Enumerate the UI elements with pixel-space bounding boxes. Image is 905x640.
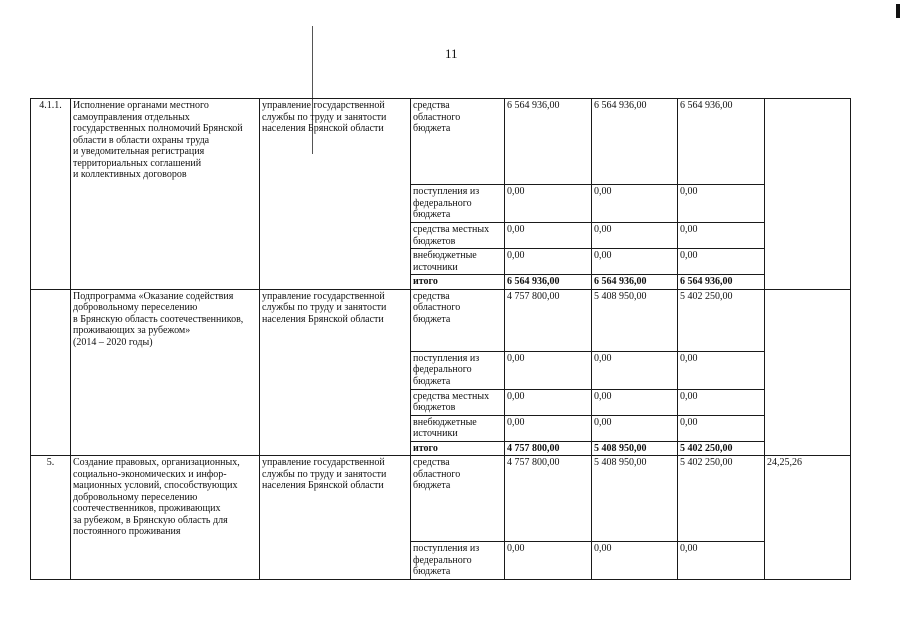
- value-year-1: 0,00: [505, 351, 592, 389]
- item-name: Подпрограмма «Оказание содействия добровольному переселению в Брянскую область соотечественников, проживающих за рубежом» (2014 – 2020 годы): [71, 289, 260, 456]
- item-number: [31, 289, 71, 456]
- item-name: Создание правовых, организационных, социально-экономических и инфор- мационных условий, способствующих добровольному переселению соотечественников, проживающих за рубежом, в Брянскую область для постоянного проживания: [71, 456, 260, 580]
- item-number: 4.1.1.: [31, 99, 71, 290]
- table-row: [31, 289, 851, 351]
- funding-source: средства областного бюджета: [411, 289, 505, 351]
- value-year-1: 4 757 800,00: [505, 289, 592, 351]
- value-year-2: 0,00: [592, 389, 678, 415]
- funding-source: внебюджетные источники: [411, 249, 505, 275]
- value-year-3: 5 402 250,00: [678, 289, 765, 351]
- total-year-3: 6 564 936,00: [678, 275, 765, 290]
- funding-source: средства областного бюджета: [411, 456, 505, 542]
- value-year-2: 0,00: [592, 351, 678, 389]
- item-executor: управление государственной службы по труду и занятости населения Брянской области: [260, 289, 411, 456]
- value-year-3: 0,00: [678, 351, 765, 389]
- budget-table: [30, 98, 851, 580]
- value-year-1: 0,00: [505, 389, 592, 415]
- item-reference: [765, 289, 851, 456]
- value-year-2: 0,00: [592, 185, 678, 223]
- funding-source: поступления из федерального бюджета: [411, 542, 505, 580]
- value-year-1: 0,00: [505, 223, 592, 249]
- value-year-1: 4 757 800,00: [505, 456, 592, 542]
- value-year-1: 0,00: [505, 185, 592, 223]
- value-year-2: 0,00: [592, 249, 678, 275]
- item-reference: 24,25,26: [765, 456, 851, 580]
- value-year-1: 6 564 936,00: [505, 99, 592, 185]
- value-year-2: 6 564 936,00: [592, 99, 678, 185]
- item-reference: [765, 99, 851, 290]
- scan-edge-mark: [896, 4, 900, 18]
- value-year-1: 0,00: [505, 249, 592, 275]
- value-year-3: 0,00: [678, 249, 765, 275]
- item-name: Исполнение органами местного самоуправления отдельных государственных полномочий Брянской области в области охраны труда и уведомительная регистрация территориальных соглашений и коллективных договоров: [71, 99, 260, 290]
- page-number: 11: [445, 46, 458, 61]
- value-year-2: 5 408 950,00: [592, 289, 678, 351]
- table-row: [31, 456, 851, 542]
- value-year-3: 0,00: [678, 389, 765, 415]
- value-year-3: 0,00: [678, 223, 765, 249]
- value-year-3: 5 402 250,00: [678, 456, 765, 542]
- table-row: [31, 99, 851, 185]
- value-year-3: 0,00: [678, 185, 765, 223]
- item-executor: управление государственной службы по труду и занятости населения Брянской области: [260, 99, 411, 290]
- funding-source: внебюджетные источники: [411, 415, 505, 441]
- value-year-1: 0,00: [505, 415, 592, 441]
- total-year-3: 5 402 250,00: [678, 441, 765, 456]
- total-year-1: 6 564 936,00: [505, 275, 592, 290]
- total-year-2: 6 564 936,00: [592, 275, 678, 290]
- total-year-2: 5 408 950,00: [592, 441, 678, 456]
- item-executor: управление государственной службы по труду и занятости населения Брянской области: [260, 456, 411, 580]
- value-year-3: 0,00: [678, 415, 765, 441]
- value-year-3: 6 564 936,00: [678, 99, 765, 185]
- item-number: 5.: [31, 456, 71, 580]
- funding-source: средства областного бюджета: [411, 99, 505, 185]
- value-year-3: 0,00: [678, 542, 765, 580]
- funding-source: поступления из федерального бюджета: [411, 351, 505, 389]
- funding-source: средства местных бюджетов: [411, 223, 505, 249]
- value-year-2: 5 408 950,00: [592, 456, 678, 542]
- funding-source: поступления из федерального бюджета: [411, 185, 505, 223]
- funding-source-total: итого: [411, 441, 505, 456]
- value-year-2: 0,00: [592, 223, 678, 249]
- value-year-2: 0,00: [592, 415, 678, 441]
- value-year-1: 0,00: [505, 542, 592, 580]
- funding-source: средства местных бюджетов: [411, 389, 505, 415]
- total-year-1: 4 757 800,00: [505, 441, 592, 456]
- value-year-2: 0,00: [592, 542, 678, 580]
- funding-source-total: итого: [411, 275, 505, 290]
